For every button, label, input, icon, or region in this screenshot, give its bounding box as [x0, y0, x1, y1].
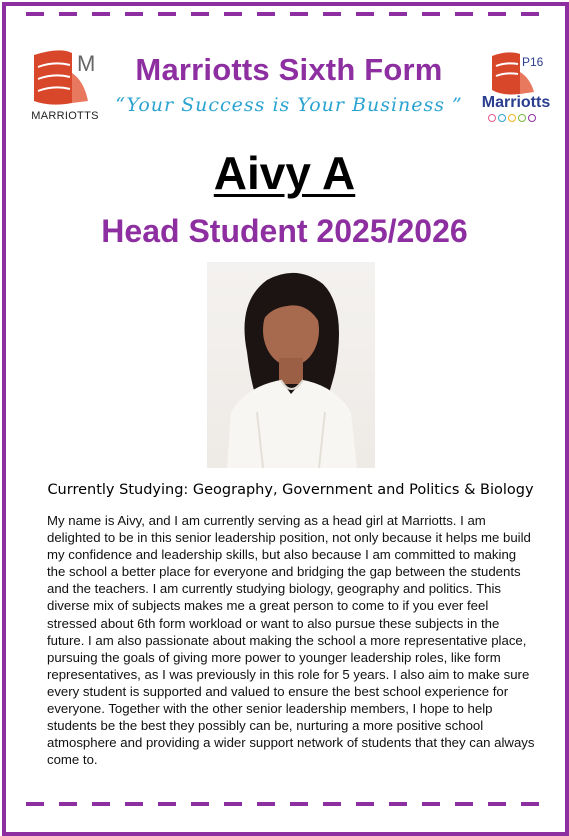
marriotts-leaf-logo-icon	[30, 45, 100, 107]
logo-dot	[508, 114, 516, 122]
student-photo	[207, 262, 375, 468]
logo-dot	[518, 114, 526, 122]
logo-dot	[498, 114, 506, 122]
bottom-dashed-divider	[26, 802, 541, 806]
logo-dot	[488, 114, 496, 122]
logo-badge: P16	[522, 55, 544, 69]
studying-subjects: Currently Studying: Geography, Government and Politics & Biology	[47, 482, 534, 498]
p16-logo	[481, 50, 554, 130]
p16-marriotts-logo-icon	[484, 50, 550, 96]
student-bio: My name is Aivy, and I am currently serving as a head girl at Marriotts. I am delighted to be in this senior leadership position, not only because it helps me build my confidence and leadership skills, but also because I am committed to making the school a better place for everyone and bridging the gap between the students and the teachers. I am currently studying biology, geography and politics. This diverse mix of subjects makes me a great person to come to if you ever feel stressed about 6th form workload or want to also pursue these subjects in the future. I am also passionate about making the school a more representative place, pursuing the goals of giving more power to younger leadership roles, like form representatives, as I was previously in this role for 5 years. I also aim to make sure every student is supported and valued to ensure the best school experience for everyone. Together with the other senior leadership members, I hope to help students be the best they possibly can be, nurturing a more positive school atmosphere and providing a wider support network of students that they can always come to.	[47, 513, 535, 768]
logo-dots	[488, 114, 536, 122]
student-name: Aivy A	[213, 147, 356, 199]
logo-caption: MARRIOTTS	[31, 110, 99, 122]
logo-dot	[528, 114, 536, 122]
student-role: Head Student 2025/2026	[101, 213, 468, 249]
school-slogan: “Your Success is Your Business ”	[115, 94, 463, 116]
logo-caption: Marriotts	[481, 94, 551, 111]
top-dashed-divider	[26, 12, 541, 16]
portrait-illustration	[207, 262, 375, 468]
marriotts-logo	[30, 45, 102, 125]
logo-letter: M	[77, 51, 96, 76]
school-title: Marriotts Sixth Form	[135, 52, 443, 87]
